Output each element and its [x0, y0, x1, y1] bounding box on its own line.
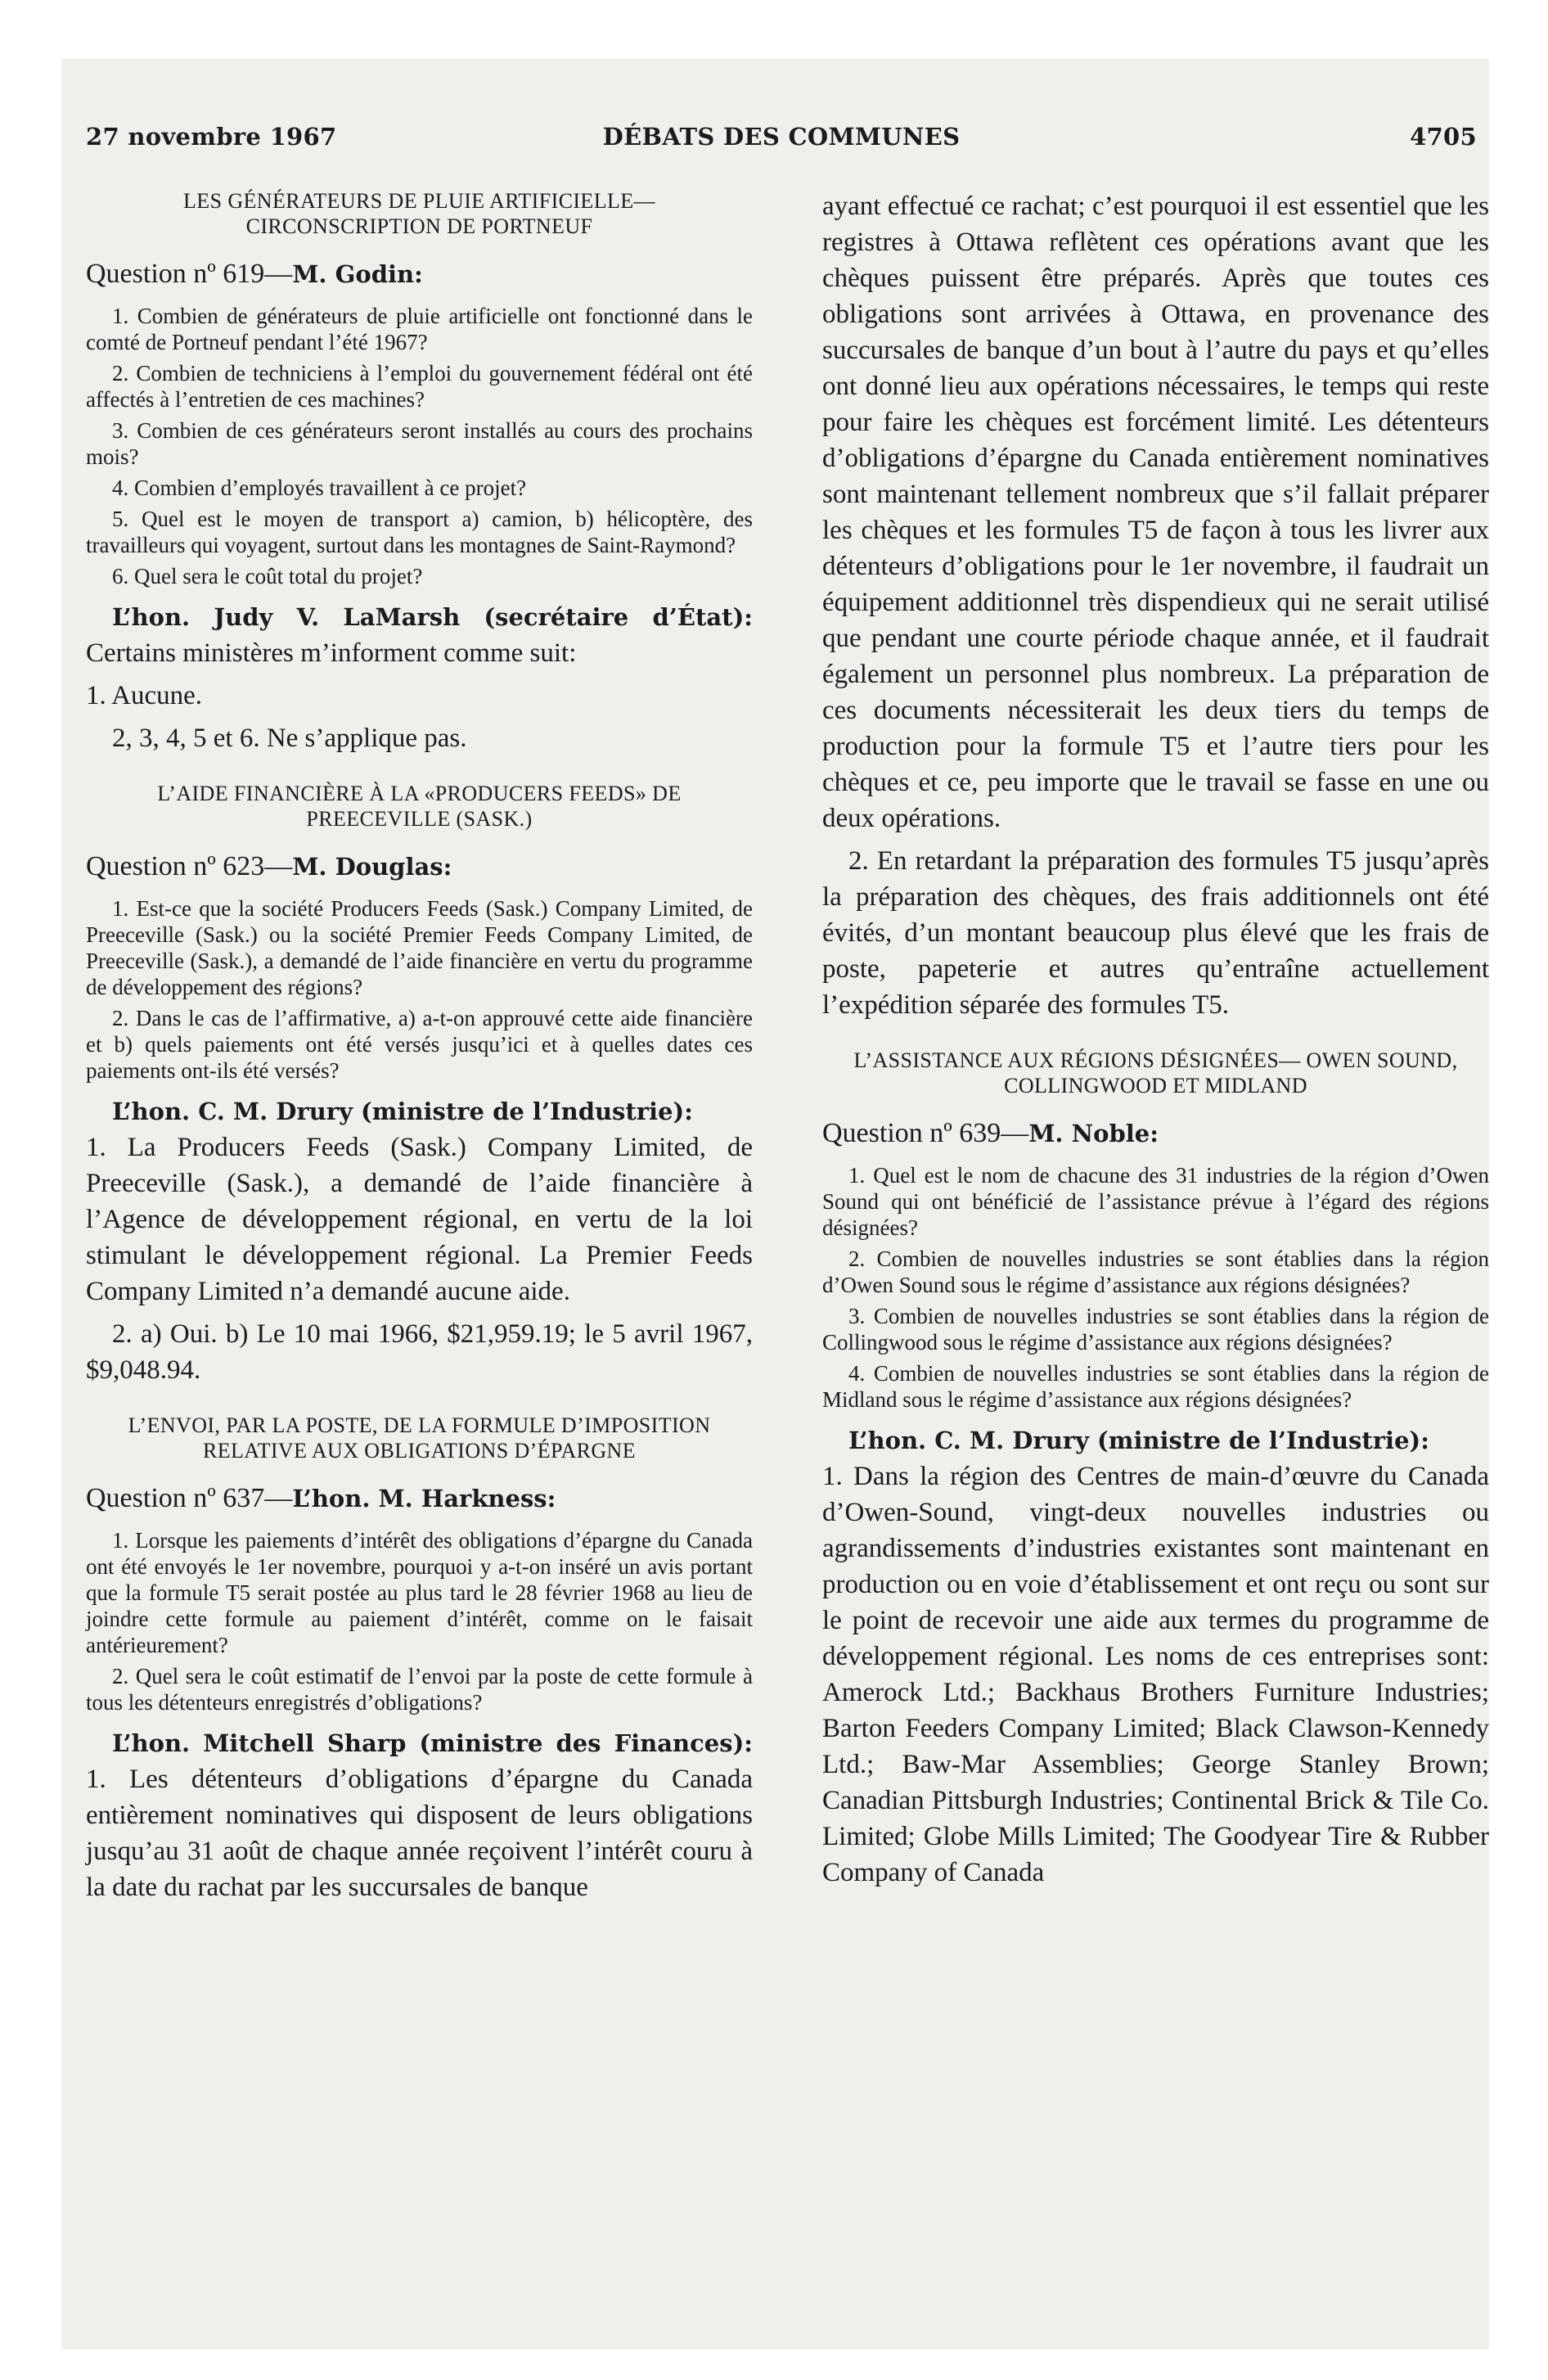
question-line	[822, 1116, 1489, 1151]
question-item: 1. Combien de générateurs de pluie artificielle ont fonctionné dans le comté de Portneuf pendant l’été 1967?	[86, 304, 753, 354]
question-item: 5. Quel est le moyen de transport a) camion, b) hélicoptère, des travailleurs qui voyagent, surtout dans les montagnes de Saint-Raymond?	[86, 507, 753, 557]
question-item: 4. Combien d’employés travaillent à ce projet?	[112, 476, 527, 500]
speaker-name: L’hon. C. M. Drury (ministre de l’Industrie):	[112, 1098, 693, 1125]
header-page-number: 4705	[1410, 123, 1477, 151]
question-item: 4. Combien de nouvelles industries se sont établies dans la région de Midland sous le régime d’assistance aux régions désignées?	[822, 1361, 1489, 1412]
question-item: 3. Combien de ces générateurs seront installés au cours des prochains mois?	[86, 418, 753, 469]
header-title: DÉBATS DES COMMUNES	[602, 123, 961, 151]
question-asker: M. Noble:	[1028, 1120, 1159, 1147]
question-number: Question nº 639—	[822, 1118, 1029, 1148]
section-heading: L’ENVOI, PAR LA POSTE, DE LA FORMULE D’IMPOSITION RELATIVE AUX OBLIGATIONS D’ÉPARGNE	[128, 1413, 711, 1463]
answer-item: 1. La Producers Feeds (Sask.) Company Limited, de Preeceville (Sask.), a demandé de l’aide financière à l’Agence de développement régional, en vertu de la loi stimulant le développement régional. La Premier Feeds Company Limited n’a demandé aucune aide.	[86, 1133, 753, 1306]
question-item: 1. Lorsque les paiements d’intérêt des obligations d’épargne du Canada ont été envoyés le 1er novembre, pourquoi y a-t-on inséré un avis portant que la formule T5 serait postée au plus tard le 28 février 1968 au lieu de joindre cette formule au paiement d’intérêt, comme on le faisait antérieurement?	[86, 1528, 753, 1657]
question-asker: L’hon. M. Harkness:	[292, 1485, 556, 1512]
answer-item: 1. Dans la région des Centres de main-d’œuvre du Canada d’Owen-Sound, vingt-deux nouvelles industries ou agrandissements d’industries existantes sont maintenant en production ou en voie d’établissement et ont reçu ou sont sur le point de recevoir une aide aux termes du programme de développement régional. Les noms de ces entreprises sont: Amerock Ltd.; Backhaus Brothers Furniture Industries; Barton Feeders Company Limited; Black Clawson-Kennedy Ltd.; Baw-Mar Assemblies; George Stanley Brown; Canadian Pittsburgh Industries; Continental Brick & Tile Co. Limited; Globe Mills Limited; The Goodyear Tire & Rubber Company of Canada	[822, 1462, 1489, 1887]
answer-item: 2, 3, 4, 5 et 6. Ne s’applique pas.	[112, 723, 467, 753]
question-number: Question nº 623—	[86, 851, 293, 881]
question-line	[86, 257, 753, 291]
speaker-name: L’hon. Mitchell Sharp (ministre des Finances):	[112, 1729, 753, 1757]
answer-text: Certains ministères m’informent comme suit:	[86, 638, 577, 668]
answer-speaker	[86, 599, 753, 671]
question-item: 2. Dans le cas de l’affirmative, a) a-t-on approuvé cette aide financière et b) quels paiements ont été versés jusqu’ici et à quelles dates ces paiements ont-ils été versés?	[86, 1006, 753, 1083]
question-number: Question nº 619—	[86, 259, 293, 289]
question-item: 1. Est-ce que la société Producers Feeds (Sask.) Company Limited, de Preeceville (Sask.) ou la société Premier Feeds Company Limited, de Preeceville (Sask.), a demandé de l’aide financière en vertu du programme de développement des régions?	[86, 896, 753, 999]
answer-item: 1. Aucune.	[86, 681, 203, 710]
answer-item: 2. En retardant la préparation des formules T5 jusqu’après la préparation des chèques, des frais additionnels ont été évités, d’un montant beaucoup plus élevé que les frais de poste, papeterie et autres qu’entraîne actuellement l’expédition séparée des formules T5.	[822, 846, 1489, 1020]
question-line	[86, 1481, 753, 1516]
answer-paragraph	[86, 1725, 753, 1905]
answer-continued: ayant effectué ce rachat; c’est pourquoi il est essentiel que les registres à Ottawa reflètent ces opérations avant que les chèques puissent être préparés. Après que toutes ces obligations sont arrivées à Ottawa, en provenance des succursales de banque d’un bout à l’autre du pays et qu’elles ont donné lieu aux opérations nécessaires, le temps qui reste pour faire les chèques est forcément limité. Les détenteurs d’obligations d’épargne du Canada entièrement nominatives sont maintenant tellement nombreux que s’il fallait préparer les chèques et les formules T5 de façon à tous les livrer aux détenteurs d’obligations pour le 1er novembre, il faudrait un équipement additionnel très dispendieux qui ne serait utilisé que pendant une courte période chaque année, et il faudrait également un personnel plus nombreux. La préparation de ces documents nécessiterait les deux tiers du temps de production pour la formule T5 et l’autre tiers pour les chèques et ce, peu importe que le travail se fasse en une ou deux opérations.	[822, 192, 1489, 833]
section-heading: LES GÉNÉRATEURS DE PLUIE ARTIFICIELLE— CIRCONSCRIPTION DE PORTNEUF	[183, 189, 655, 238]
question-item: 6. Quel sera le coût total du projet?	[112, 564, 423, 588]
speaker-name: L’hon. Judy V. LaMarsh (secrétaire d’État):	[112, 603, 753, 631]
question-item: 3. Combien de nouvelles industries se sont établies dans la région de Collingwood sous le régime d’assistance aux régions désignées?	[822, 1304, 1489, 1355]
question-number: Question nº 637—	[86, 1483, 293, 1513]
left-column	[86, 188, 753, 1912]
hansard-page	[82, 123, 1489, 2349]
section-heading: L’ASSISTANCE AUX RÉGIONS DÉSIGNÉES— OWEN SOUND, COLLINGWOOD ET MIDLAND	[853, 1048, 1458, 1098]
question-asker: M. Douglas:	[292, 853, 452, 881]
answer-text: 1. Les détenteurs d’obligations d’épargne du Canada entièrement nominatives qui disposent de leurs obligations jusqu’au 31 août de chaque année reçoivent l’intérêt couru à la date du rachat par les succursales de banque	[86, 1765, 753, 1902]
question-item: 2. Combien de techniciens à l’emploi du gouvernement fédéral ont été affectés à l’entretien de ces machines?	[86, 361, 753, 412]
question-line	[86, 850, 753, 884]
answer-speaker	[822, 1422, 1489, 1458]
question-item: 2. Quel sera le coût estimatif de l’envoi par la poste de cette formule à tous les détenteurs enregistrés d’obligations?	[86, 1664, 753, 1715]
header-date: 27 novembre 1967	[86, 123, 337, 151]
section-heading: L’AIDE FINANCIÈRE À LA «PRODUCERS FEEDS» DE PREECEVILLE (SASK.)	[157, 782, 682, 831]
question-asker: M. Godin:	[292, 260, 423, 288]
question-item: 1. Quel est le nom de chacune des 31 industries de la région d’Owen Sound qui ont bénéficié de l’assistance prévue à l’égard des régions désignées?	[822, 1163, 1489, 1240]
answer-speaker	[86, 1093, 753, 1129]
running-header	[86, 123, 1477, 156]
speaker-name: L’hon. C. M. Drury (ministre de l’Industrie):	[848, 1427, 1429, 1454]
answer-item: 2. a) Oui. b) Le 10 mai 1966, $21,959.19; le 5 avril 1967, $9,048.94.	[86, 1319, 753, 1385]
right-column	[822, 188, 1489, 1897]
question-item: 2. Combien de nouvelles industries se sont établies dans la région d’Owen Sound sous le régime d’assistance aux régions désignées?	[822, 1246, 1489, 1297]
